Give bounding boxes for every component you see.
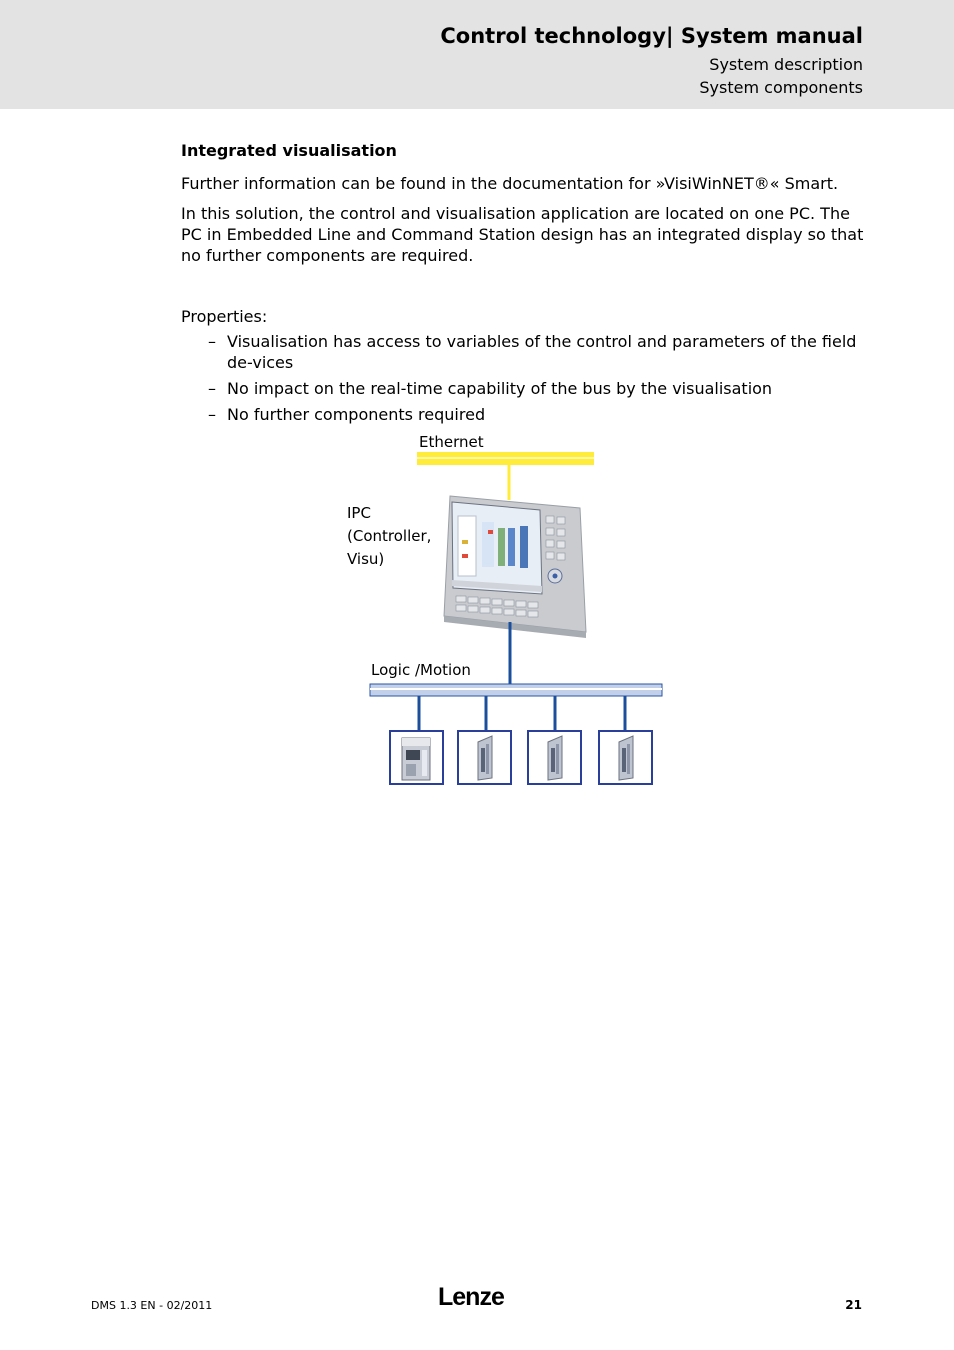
bullet-text: No further components required [227,405,486,424]
lenze-logo [437,1284,517,1314]
bullet-text: Visualisation has access to variables of the control and parameters of the field de-vices [227,332,857,372]
paragraph-info: Further information can be found in the documentation for »VisiWinNET®« Smart. [181,174,839,193]
list-item [208,378,858,399]
diagram-graphics [340,430,670,795]
logo-text: Lenze [438,1284,504,1310]
page-number: 21 [845,1298,862,1312]
bullet-dash: – [208,405,216,424]
header-section: System components [699,78,863,97]
page-header [0,0,954,109]
header-chapter: System description [709,55,863,74]
ipc-label-line1: IPC [347,504,371,522]
ipc-label-line2: (Controller, [347,527,432,545]
section-heading: Integrated visualisation [181,141,397,160]
manual-title: Control technology| System manual [440,24,863,48]
ipc-panel-icon [444,496,586,638]
system-diagram [340,430,670,795]
list-item [208,331,858,373]
bus-label: Logic /Motion [371,661,471,679]
ethernet-label: Ethernet [419,433,484,451]
list-item [208,404,858,425]
bullet-dash: – [208,379,216,398]
bullet-dash: – [208,332,216,351]
document-id: DMS 1.3 EN - 02/2011 [91,1299,213,1312]
controller-device-icon [390,731,443,784]
servo-drive-icon-2 [528,731,581,784]
bullet-text: No impact on the real-time capability of the bus by the visualisation [227,379,773,398]
paragraph-solution: In this solution, the control and visualisation application are located on one PC. The PC in Embedded Line and Command Station design has an integrated display so that no further components are required. [181,204,864,265]
servo-drive-icon-3 [599,731,652,784]
properties-label: Properties: [181,307,268,326]
servo-drive-icon-1 [458,731,511,784]
ipc-label-line3: Visu) [347,550,385,568]
